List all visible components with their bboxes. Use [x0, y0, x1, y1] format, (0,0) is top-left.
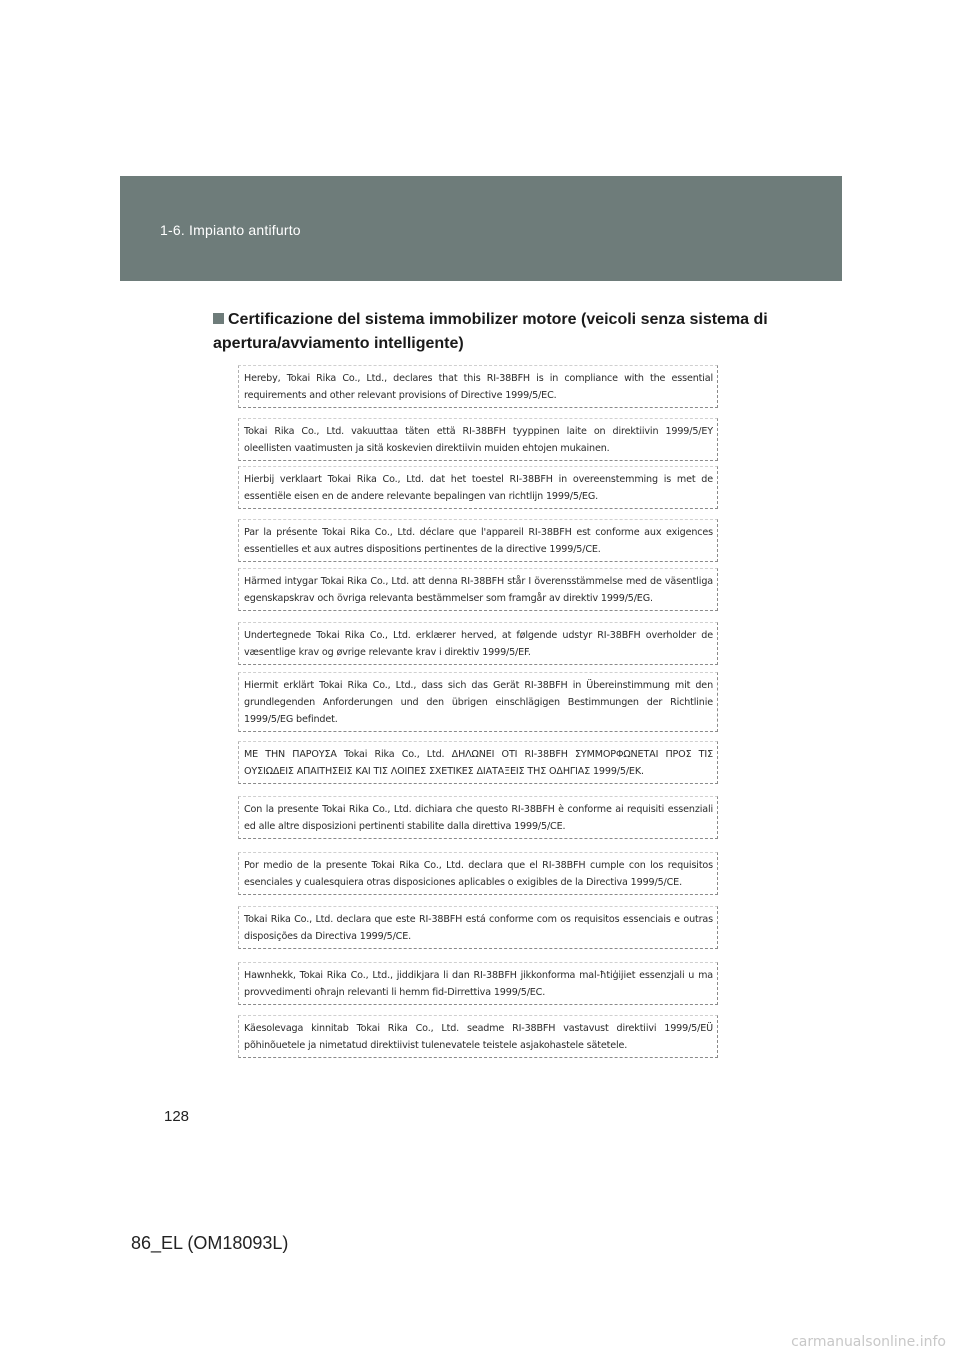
page-number: 128 [164, 1108, 190, 1125]
square-bullet-icon [213, 313, 224, 324]
certificate-english: Hereby, Tokai Rika Co., Ltd., declares that this RI-38BFH is in compliance with the essential requirements and other relevant provisions of Directive 1999/5/EC. [238, 365, 718, 408]
certificate-greek: ΜΕ ΤΗΝ ΠΑΡΟΥΣΑ Tokai Rika Co., Ltd. ΔΗΛΩΝΕΙ ΟΤΙ RI-38BFH ΣΥΜΜΟΡΦΩΝΕΤΑΙ ΠΡΟΣ ΤΙΣ ΟΥΣΙΩΔΕΙΣ ΑΠΑΙΤΗΣΕΙΣ ΚΑΙ ΤΙΣ ΛΟΙΠΕΣ ΣΧΕΤΙΚΕΣ ΔΙΑΤΑΞΕΙΣ ΤΗΣ ΟΔΗΓΙΑΣ 1999/5/ΕΚ. [238, 741, 718, 784]
watermark[interactable]: carmanualsonline.info [791, 1334, 946, 1350]
certificate-german: Hiermit erklärt Tokai Rika Co., Ltd., dass sich das Gerät RI-38BFH in Übereinstimmung mit den grundlegenden Anforderungen und den übrigen einschlägigen Bestimmungen der Richtlinie 1999/5/EG befindet. [238, 672, 718, 732]
section-title: 1-6. Impianto antifurto [160, 222, 301, 238]
document-code: 86_EL (OM18093L) [131, 1233, 289, 1253]
certificate-danish: Undertegnede Tokai Rika Co., Ltd. erklærer herved, at følgende udstyr RI-38BFH overholder de væsentlige krav og øvrige relevante krav i direktiv 1999/5/EF. [238, 622, 718, 665]
certificate-finnish: Tokai Rika Co., Ltd. vakuuttaa täten että RI-38BFH tyyppinen laite on direktiivin 1999/5/EY oleellisten vaatimusten ja sitä koskevien direktiivin muiden ehtojen mukainen. [238, 418, 718, 461]
certificate-maltese: Hawnhekk, Tokai Rika Co., Ltd., jiddikjara li dan RI-38BFH jikkonforma mal-ħtiġijiet essenzjali u ma provvedimenti oħrajn relevanti li hemm fid-Dirrettiva 1999/5/EC. [238, 962, 718, 1005]
certificate-spanish: Por medio de la presente Tokai Rika Co., Ltd. declara que el RI-38BFH cumple con los requisitos esenciales y cualesquiera otras disposiciones aplicables o exigibles de la Directiva 1999/5/CE. [238, 852, 718, 895]
certificate-french: Par la présente Tokai Rika Co., Ltd. déclare que l'appareil RI-38BFH est conforme aux exigences essentielles et aux autres dispositions pertinentes de la directive 1999/5/CE. [238, 519, 718, 562]
section-heading [213, 308, 773, 356]
certificate-portuguese: Tokai Rika Co., Ltd. declara que este RI-38BFH está conforme com os requisitos essenciais e outras disposições da Directiva 1999/5/CE. [238, 906, 718, 949]
certificate-estonian: Käesolevaga kinnitab Tokai Rika Co., Ltd. seadme RI-38BFH vastavust direktiivi 1999/5/EÜ põhinõuetele ja nimetatud direktiivist tulenevatele teistele asjakohastele sätetele. [238, 1015, 718, 1058]
header-band [120, 176, 842, 281]
heading-text: Certificazione del sistema immobilizer motore (veicoli senza sistema di apertura/avviamento intelligente) [213, 311, 768, 352]
certificate-dutch: Hierbij verklaart Tokai Rika Co., Ltd. dat het toestel RI-38BFH in overeenstemming is met de essentiële eisen en de andere relevante bepalingen van richtlijn 1999/5/EG. [238, 466, 718, 509]
certificate-swedish: Härmed intygar Tokai Rika Co., Ltd. att denna RI-38BFH står I överensstämmelse med de väsentliga egenskapskrav och övriga relevanta bestämmelser som framgår av direktiv 1999/5/EG. [238, 568, 718, 611]
certificate-italian: Con la presente Tokai Rika Co., Ltd. dichiara che questo RI-38BFH è conforme ai requisiti essenziali ed alle altre disposizioni pertinenti stabilite dalla direttiva 1999/5/CE. [238, 796, 718, 839]
